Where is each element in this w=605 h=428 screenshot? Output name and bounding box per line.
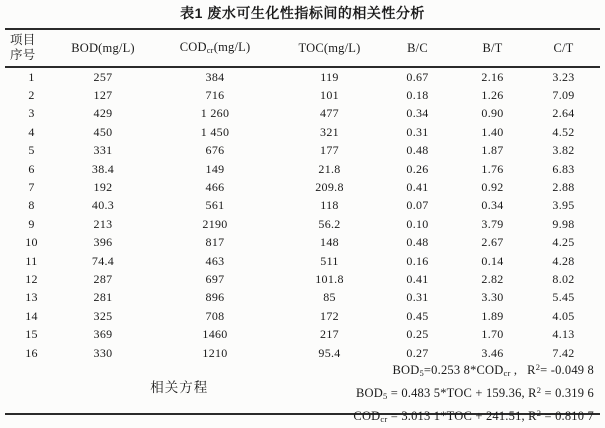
table-cell: 0.48 [406,235,429,250]
table-cell: 817 [205,235,225,250]
table-cell: 0.41 [406,271,429,286]
table-cell: 281 [93,290,113,305]
table-cell: 0.90 [481,106,504,121]
table-cell: 896 [205,290,225,305]
table-cell: 0.26 [406,161,429,176]
correlation-equations-list [353,358,600,424]
table-cell: 369 [93,327,113,342]
table-cell: 8.02 [552,271,575,286]
column-header-item-number: 项目 序号 [5,29,58,67]
table-cell: 1.89 [481,308,504,323]
table-cell: 1.76 [481,161,504,176]
table-cell: 127 [93,88,113,103]
table-cell: 4.25 [552,235,575,250]
table-cell: 0.34 [406,106,429,121]
table-cell: 3.95 [552,198,575,213]
table-cell: 6.83 [552,161,575,176]
table-cell: 16 [25,345,38,360]
table-cell: 8 [28,198,35,213]
table-cell: 2.64 [552,106,575,121]
table-cell: 4 [28,124,35,139]
table-cell: 21.8 [318,161,341,176]
table-cell: 38.4 [91,161,115,176]
table-cell: 708 [205,308,225,323]
table-row [5,86,600,104]
table-cell: 0.16 [406,253,429,268]
table-cell: 7.09 [552,88,575,103]
table-cell: 13 [25,290,38,305]
table-cell: 0.07 [406,198,429,213]
table-cell: 1210 [202,345,228,360]
equation-bod-cod: $BOD_5=0.253$ $8*COD_{cr}$ , $R^2= -0.049$ 8 [392,362,594,378]
table-cell: 7.42 [552,345,575,360]
table-cell: 2190 [202,216,228,231]
table-row [5,105,600,123]
table-header-row [5,29,600,67]
table-cell: 0.31 [406,124,429,139]
table-cell: 2.16 [481,69,504,84]
table-row [5,289,600,307]
table-row [5,123,600,141]
table-cell: 0.45 [406,308,429,323]
table-row [5,325,600,343]
table-cell: 6 [28,161,35,176]
table-row [5,252,600,270]
table-cell: 1460 [202,327,228,342]
table-cell: 1.40 [481,124,504,139]
table-row [5,270,600,288]
column-header-cod: $COD_{cr}(mg/L)$ [148,29,282,67]
table-cell: 118 [320,198,339,213]
table-cell: 429 [93,106,113,121]
table-cell: 3.82 [552,143,575,158]
correlation-table [5,28,600,362]
table-cell: 716 [205,88,225,103]
table-cell: 3.46 [481,345,504,360]
table-cell: 511 [320,253,339,268]
column-header-bod: BOD(mg/L) [58,29,148,67]
table-cell: 9.98 [552,216,575,231]
table-cell: 450 [93,124,113,139]
table-cell: 177 [320,143,339,158]
correlation-equations-label: 相关方程 [150,379,209,395]
table-cell: 4.05 [552,308,575,323]
equation-cod-toc: $COD_{cr} = 3.013$ 1*TOC + 241.51, $R^2 = 0.810$ 7 [353,407,594,424]
table-body [5,67,600,362]
table-row [5,67,600,86]
table-cell: 2 [28,88,35,103]
table-cell: 3.30 [481,290,504,305]
table-cell: 4.28 [552,253,575,268]
table-cell: 1.87 [481,143,504,158]
table-cell: 466 [205,180,225,195]
table-cell: 149 [205,161,225,176]
table-cell: 2.88 [552,180,575,195]
table-cell: 2.82 [481,271,504,286]
table-cell: 0.92 [481,180,504,195]
table-cell: 325 [93,308,113,323]
table-row [5,215,600,233]
table-cell: 11 [25,253,38,268]
table-cell: 0.67 [406,69,429,84]
table-cell: 101 [320,88,339,103]
table-cell: 3.23 [552,69,575,84]
table-cell: 209.8 [315,180,344,195]
table-cell: 331 [93,143,113,158]
table-cell: 3.79 [481,216,504,231]
table-cell: 384 [205,69,225,84]
table-cell: 396 [93,235,113,250]
column-header-bt-ratio: B/T [458,29,527,67]
table-cell: 561 [205,198,225,213]
table-cell: 676 [205,143,225,158]
table-cell: 40.3 [91,198,115,213]
column-header-toc: TOC(mg/L) [282,29,377,67]
table-cell: 56.2 [318,216,341,231]
table-cell: 0.14 [481,253,504,268]
table-cell: 5 [28,143,35,158]
table-cell: 0.18 [406,88,429,103]
table-cell: 477 [320,106,339,121]
column-header-ct-ratio: C/T [527,29,600,67]
table-cell: 217 [320,327,339,342]
table-cell: 172 [320,308,339,323]
table-row [5,178,600,196]
table-cell: 85 [323,290,336,305]
table-cell: 101.8 [315,271,344,286]
table-cell: 5.45 [552,290,575,305]
table-cell: 74.4 [91,253,115,268]
column-header-bc-ratio: B/C [377,29,458,67]
table-cell: 257 [93,69,113,84]
table-cell: 0.48 [406,143,429,158]
table-cell: 697 [205,271,225,286]
table-cell: 12 [25,271,38,286]
table-cell: 15 [25,327,38,342]
table-cell: 0.25 [406,327,429,342]
table-title: 表1 废水可生化性指标间的相关性分析 [180,5,425,21]
table-cell: 95.4 [318,345,341,360]
table-cell: 2.67 [481,235,504,250]
table-cell: 463 [205,253,225,268]
table-cell: 0.34 [481,198,504,213]
table-cell: 119 [320,69,339,84]
table-cell: 0.31 [406,290,429,305]
table-cell: 0.27 [406,345,429,360]
table-cell: 330 [93,345,113,360]
table-cell: 321 [320,124,339,139]
table-cell: 1 260 [200,106,230,121]
equation-bod-toc: $BOD_5 = 0.483$ 5*TOC + 159.36, $R^2 = 0.319$ 6 [355,384,594,401]
table-cell: 14 [25,308,38,323]
table-cell: 3 [28,106,35,121]
table-cell: 287 [93,271,113,286]
table-row [5,160,600,178]
table-cell: 10 [25,235,38,250]
table-row [5,307,600,325]
table-row [5,197,600,215]
table-cell: 192 [93,180,113,195]
table-cell: 213 [93,216,113,231]
table-cell: 4.13 [552,327,575,342]
table-cell: 9 [28,216,35,231]
table-cell: 1.70 [481,327,504,342]
correlation-equations-section [5,358,600,424]
table-cell: 0.10 [406,216,429,231]
table-cell: 4.52 [552,124,575,139]
table-cell: 7 [28,180,35,195]
table-cell: 0.41 [406,180,429,195]
table-cell: 148 [320,235,339,250]
table-cell: 1.26 [481,88,504,103]
table-cell: 1 450 [200,124,230,139]
table-row [5,142,600,160]
table-row [5,234,600,252]
table-cell: 1 [28,69,35,84]
